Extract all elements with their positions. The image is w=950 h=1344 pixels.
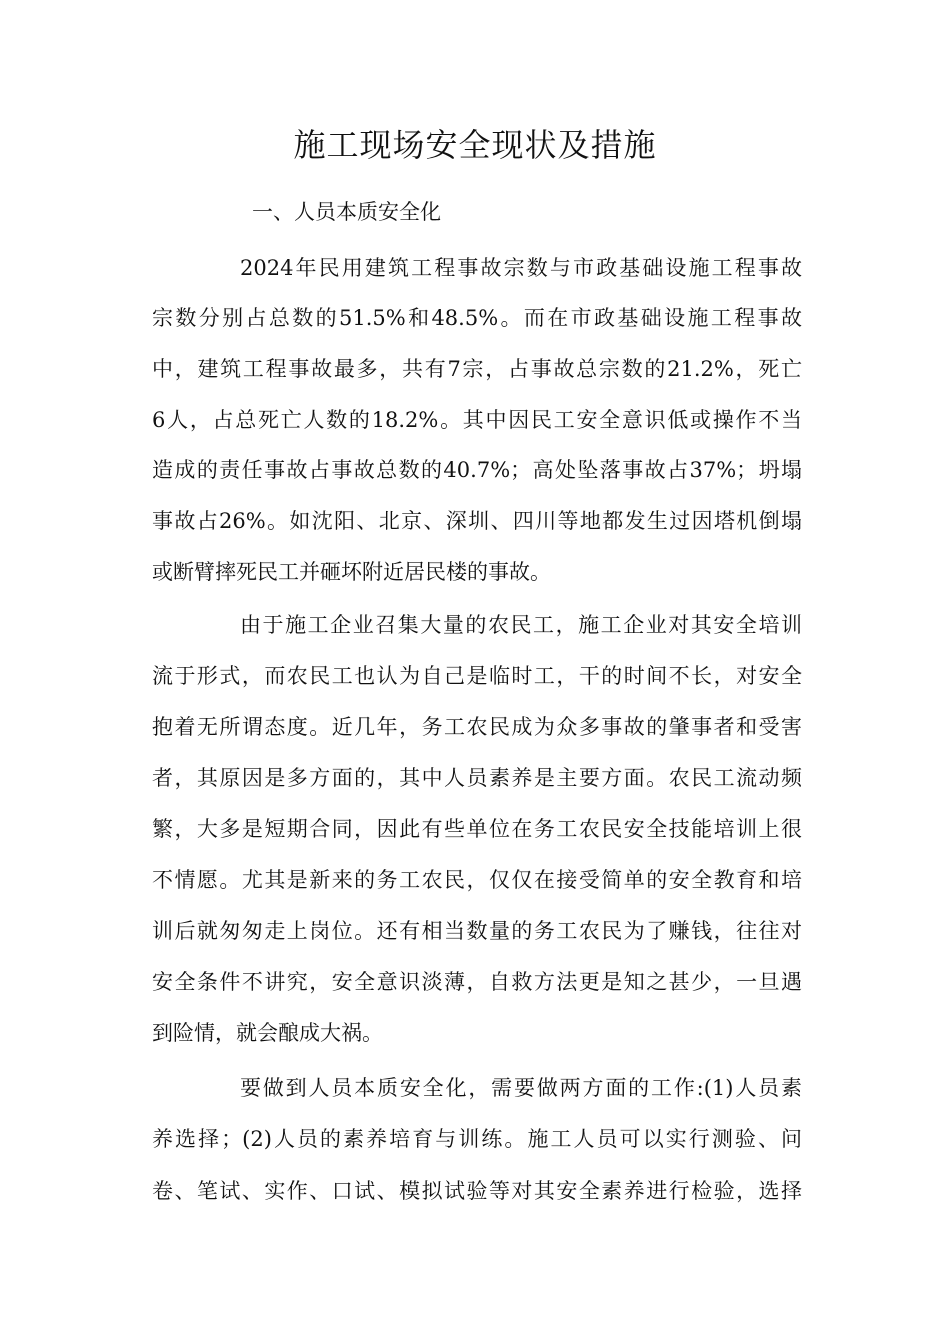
paragraph-line: 6人，占总死亡人数的18.2%。其中因民工安全意识低或操作不当 <box>152 408 802 432</box>
paragraph-line: 或断臂摔死民工并砸坏附近居民楼的事故。 <box>152 560 551 584</box>
paragraph-line: 养选择；(2)人员的素养培育与训练。施工人员可以实行测验、问 <box>152 1127 802 1151</box>
paragraph-line: 流于形式，而农民工也认为自己是临时工，干的时间不长，对安全 <box>152 664 802 688</box>
section-heading: 一、人员本质安全化 <box>252 200 441 224</box>
paragraph-line: 者，其原因是多方面的，其中人员素养是主要方面。农民工流动频 <box>152 766 802 790</box>
paragraph-line: 造成的责任事故占事故总数的40.7%；高处坠落事故占37%；坍塌 <box>152 458 802 482</box>
paragraph-line: 训后就匆匆走上岗位。还有相当数量的务工农民为了赚钱，往往对 <box>152 919 802 943</box>
paragraph-line: 宗数分别占总数的51.5%和48.5%。而在市政基础设施工程事故 <box>152 306 802 330</box>
paragraph-line: 要做到人员本质安全化，需要做两方面的工作:(1)人员素 <box>240 1076 802 1100</box>
paragraph-line: 中，建筑工程事故最多，共有7宗，占事故总宗数的21.2%，死亡 <box>152 357 802 381</box>
paragraph-line: 卷、笔试、实作、口试、模拟试验等对其安全素养进行检验，选择 <box>152 1179 802 1203</box>
document-title: 施工现场安全现状及措施 <box>293 126 657 164</box>
paragraph-line: 事故占26%。如沈阳、北京、深圳、四川等地都发生过因塔机倒塌 <box>152 509 802 533</box>
paragraph-line: 由于施工企业召集大量的农民工，施工企业对其安全培训 <box>240 613 802 637</box>
paragraph-line: 2024年民用建筑工程事故宗数与市政基础设施工程事故 <box>240 256 802 280</box>
paragraph-line: 到险情，就会酿成大祸。 <box>152 1021 383 1045</box>
paragraph-line: 抱着无所谓态度。近几年，务工农民成为众多事故的肇事者和受害 <box>152 715 802 739</box>
paragraph-line: 安全条件不讲究，安全意识淡薄，自救方法更是知之甚少，一旦遇 <box>152 970 802 994</box>
paragraph-line: 繁，大多是短期合同，因此有些单位在务工农民安全技能培训上很 <box>152 817 802 841</box>
paragraph-line: 不情愿。尤其是新来的务工农民，仅仅在接受简单的安全教育和培 <box>152 868 802 892</box>
